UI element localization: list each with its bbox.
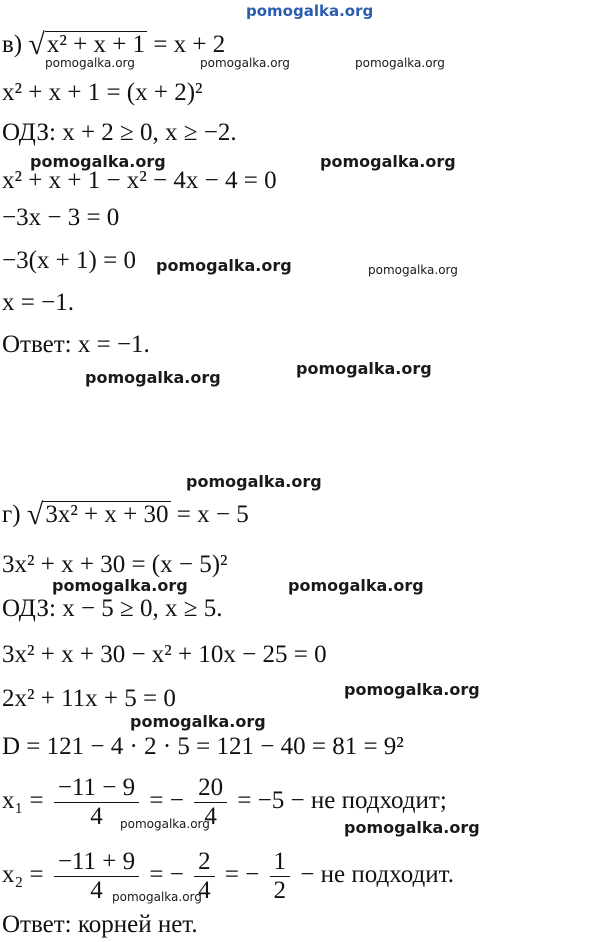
frac-numerator: 20 bbox=[194, 774, 227, 803]
part-g-equation bbox=[2, 498, 249, 530]
part-g-step3: 2x² + 11x + 5 = 0 bbox=[2, 685, 176, 712]
part-g-step4: D = 121 − 4 · 2 · 5 = 121 − 40 = 81 = 9² bbox=[2, 733, 404, 760]
part-g-x2-rest: − не подходит. bbox=[300, 861, 454, 889]
frac-denominator: 4 bbox=[198, 877, 211, 904]
watermark: pomogalka.org bbox=[85, 368, 221, 387]
frac-numerator: −11 + 9 bbox=[54, 848, 139, 877]
part-g-answer: Ответ: корней нет. bbox=[2, 911, 198, 938]
part-v-radicand: x² + x + 1 bbox=[46, 31, 146, 58]
watermark: pomogalka.org bbox=[344, 818, 480, 837]
watermark-top: pomogalka.org bbox=[246, 2, 374, 20]
sqrt-symbol-icon: √ bbox=[28, 28, 45, 61]
part-g-x2-mid: = − bbox=[149, 861, 184, 889]
frac-denominator: 2 bbox=[273, 877, 287, 904]
part-g-x2-frac3 bbox=[270, 848, 291, 905]
part-g-sqrt bbox=[27, 498, 171, 530]
frac-denominator: 4 bbox=[90, 877, 103, 904]
part-g-x2 bbox=[2, 848, 454, 905]
watermark: pomogalka.org bbox=[120, 817, 210, 831]
part-g-x1-rest: = −5 − не подходит; bbox=[237, 787, 447, 815]
watermark: pomogalka.org bbox=[186, 472, 322, 491]
watermark: pomogalka.org bbox=[52, 576, 188, 595]
watermark: pomogalka.org bbox=[368, 263, 458, 277]
part-g-rhs: = x − 5 bbox=[176, 501, 249, 528]
part-g-label: г) bbox=[2, 501, 21, 528]
sqrt-symbol-icon: √ bbox=[26, 498, 44, 531]
watermark: pomogalka.org bbox=[288, 576, 424, 595]
frac-numerator: 2 bbox=[194, 848, 215, 877]
part-v-answer: Ответ: x = −1. bbox=[2, 331, 150, 358]
frac-denominator: 4 bbox=[90, 803, 103, 830]
frac-numerator: 1 bbox=[270, 848, 291, 877]
watermark: pomogalka.org bbox=[156, 256, 292, 275]
frac-numerator: −11 − 9 bbox=[54, 774, 139, 803]
watermark: pomogalka.org bbox=[200, 56, 290, 70]
part-v-step3: −3x − 3 = 0 bbox=[2, 204, 120, 231]
part-v-step5: x = −1. bbox=[2, 289, 74, 316]
watermark: pomogalka.org bbox=[45, 56, 135, 70]
part-v-step4: −3(x + 1) = 0 bbox=[2, 247, 136, 274]
part-g-step2: 3x² + x + 30 − x² + 10x − 25 = 0 bbox=[2, 641, 327, 668]
frac-denominator: 4 bbox=[204, 803, 217, 830]
part-g-x1-mid: = − bbox=[149, 787, 184, 815]
part-g-radicand: 3x² + x + 30 bbox=[45, 501, 169, 528]
part-v-step1: x² + x + 1 = (x + 2)² bbox=[2, 79, 203, 106]
watermark: pomogalka.org bbox=[30, 152, 166, 171]
part-v-odz: ОДЗ: x + 2 ≥ 0, x ≥ −2. bbox=[2, 119, 237, 146]
part-g-odz: ОДЗ: x − 5 ≥ 0, x ≥ 5. bbox=[2, 595, 223, 622]
part-v-step2: x² + x + 1 − x² − 4x − 4 = 0 bbox=[2, 167, 277, 194]
watermark: pomogalka.org bbox=[320, 152, 456, 171]
watermark: pomogalka.org bbox=[112, 890, 202, 904]
part-v-rhs: = x + 2 bbox=[153, 31, 226, 58]
part-g-x2-lhs: x₂ = bbox=[2, 861, 44, 889]
part-g-step1: 3x² + x + 30 = (x − 5)² bbox=[2, 551, 228, 578]
watermark: pomogalka.org bbox=[296, 359, 432, 378]
part-v-label: в) bbox=[2, 31, 23, 58]
watermark: pomogalka.org bbox=[130, 712, 266, 731]
part-g-x1-lhs: x₁ = bbox=[2, 787, 44, 815]
watermark: pomogalka.org bbox=[344, 680, 480, 699]
watermark: pomogalka.org bbox=[355, 56, 445, 70]
part-g-x2-mid2: = − bbox=[224, 861, 260, 889]
